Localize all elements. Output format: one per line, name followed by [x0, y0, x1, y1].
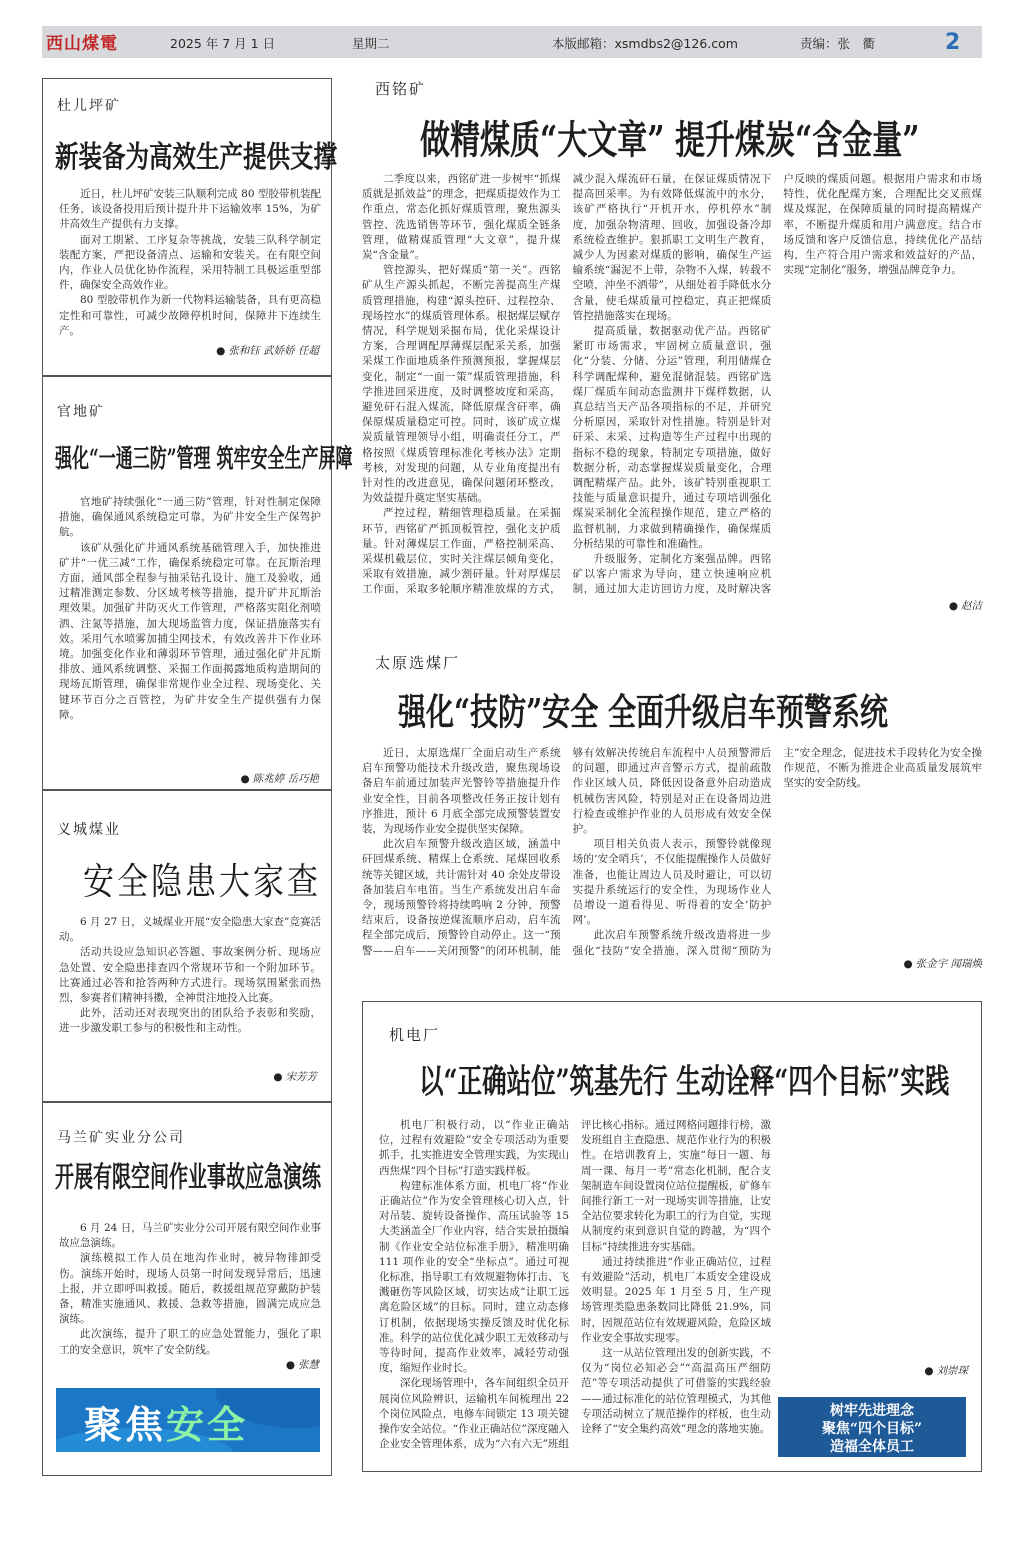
paragraph: 此次启车预警系统升级改造将进一步强化“技防”安全措施，深入贯彻“预防为主”安全理念，促进技术手段转化为安全操作规范，不断为推进企业高质量发展筑牢坚实的安全防线。 [572, 747, 982, 957]
paragraph: 该矿从强化矿井通风系统基础管理入手，加快推进矿井“一优三减”工作，确保系统稳定可靠。在瓦斯治理方面，通风部全程参与抽采钻孔设计、施工及验收，通过精准测定参数、分区域考核等措施，提升矿井瓦斯治理效果。加强矿井防灭火工作管理，严格落实阻化剂喷洒、注氮等措施，加大现场监管力度，保证措施落实有效。采用气水喷雾加捕尘网技术，有效改善井下作业环境。加强变化作业和薄弱环节管理，通过强化矿井瓦斯排放、通风系统调整、采掘工作面揭露地质构造期间的现场瓦斯管理，确保非常规作业全过程、现场变化、关键环节百分之百管控，为矿井安全生产提供强有力保障。 [59, 541, 321, 721]
paragraph: 深化现场管理中，各车间组织全员开展岗位风险辨识，运输机车间梳理出 22 个岗位风险点，电修车间锁定 13 项关键操作安全站位。“作业正确站位”深度融入企业安全管理体系，成为“六有六无”班组评比核心指标。通过网格问题排行榜，激发班组自主查隐患、规范作业行为的积极性。在培训教育上，实施“每日一题、每周一课、每月一考”常态化机制，配合支架制造车间设置岗位站位提醒板，矿修车间推行新工一对一现场实训等措施，让安全站位要求转化为职工的行为自觉，实现从制度约束到意识自觉的跨越，为“四个目标”持续推进夯实基础。 [379, 1119, 771, 1451]
paragraph: 活动共设应急知识必答题、事故案例分析、现场应急处置、安全隐患排查四个常规环节和一个附加环节。比赛通过必答和抢答两种方式进行。现场氛围紧张而热烈，参赛者们精神抖擞，全神贯注地投入比赛。 [59, 946, 321, 1005]
slogan-line: 聚焦“四个目标” [821, 1421, 923, 1437]
article-byline: ● 陈兆婷 岳巧艳 [240, 771, 319, 786]
article-headline: 以“正确站位”筑基先行 生动诠释“四个目标”实践 [419, 1061, 950, 1101]
page-header [42, 26, 982, 58]
focus-safety-banner [56, 1388, 320, 1452]
paragraph: 通过持续推进“作业正确站位，过程有效避险”活动，机电厂本质安全建设成效明显。2025 年 1 月至 5 月，生产现场管理类隐患条数同比降低 21.9%，同时，因规范站位有效规避风险，危险区域作业安全事故实现零。 [581, 1255, 771, 1344]
article-byline: ● 张慧 [286, 1357, 319, 1372]
banner-title [84, 1394, 248, 1449]
section-tag: 杜儿坪矿 [57, 98, 121, 114]
section-tag: 义城煤业 [57, 822, 121, 838]
paragraph: 提高质量，数据驱动优产品。西铭矿紧盯市场需求，牢固树立质量意识，强化“分装、分储、分运”管理，利用储煤仓科学调配煤种，避免混储混装。西铭矿选煤厂煤质车间动态监测井下煤样数据，认真总结当天产品各项指标的不足，并研究分析原因，采取针对性措施。特别是针对矸采、末采、过构造等生产过程中出现的指标不稳的现象，特制定专项措施，做好数据分析，动态掌握煤炭质量变化，合理调配精煤产品。此外，该矿特别重视职工技能与质量意识提升，通过专项培训强化煤炭采制化全流程操作规范，建立严格的监督机制，力求做到精确操作，确保煤质分析结果的可靠性和准确性。 [572, 325, 772, 550]
article-body-ximing [362, 172, 982, 606]
section-tag: 机电厂 [389, 1026, 441, 1044]
paragraph: 官地矿持续强化“一通三防”管理，针对性制定保障措施，确保通风系统稳定可靠，为矿井安全生产保驾护航。 [59, 496, 321, 539]
slogan-line: 造福全体员工 [830, 1439, 914, 1455]
paragraph: 机电厂积极行动，以“作业正确站位，过程有效避险”安全专项活动为重要抓手，扎实推进安全管理实践，为实现山西焦煤“四个目标”打造实践样板。 [379, 1119, 569, 1177]
paragraph: 升级服务，定制化方案强品牌。西铭矿以客户需求为导向，建立快速响应机制，通过加大走访回访力度，及时解决客户反映的煤质问题。根据用户需求和市场特性，优化配煤方案，合理配比交叉煎煤煤及煤泥，在保障质量的同时提高精煤产率，不断提升煤质和用户满意度。结合市场反馈和客户反馈信息，持续优化产品结构，生产符合用户需求和效益好的产品，实现“定制化”服务，增强品牌竞争力。 [572, 173, 982, 596]
paragraph: 此外，活动还对表现突出的团队给予表彰和奖励，进一步激发职工参与的积极性和主动性。 [59, 1007, 321, 1035]
editor-email: 本版邮箱：xsmdbs2@126.com [552, 36, 738, 51]
banner-title-part: 聚焦 [84, 1403, 167, 1447]
article-body-taiyuan [362, 746, 982, 966]
article-guandi [42, 376, 353, 790]
paragraph: 二季度以来，西铭矿进一步树牢“抓煤质就是抓效益”的理念，把煤质提效作为工作重点，常态化抓好煤质管理，聚焦源头管控、洗选销售等环节，强化煤质全链条管理，做精煤质管理“大文章”，提升煤炭“含金量”。 [362, 173, 561, 262]
paragraph: 6 月 27 日，义城煤业开展“安全隐患大家查”竞赛活动。 [59, 916, 321, 944]
byline-taiyuan: ● 张金宇 闻瑞焕 [903, 956, 982, 971]
paragraph: 此次演练，提升了职工的应急处置能力，强化了职工的安全意识，筑牢了安全防线。 [59, 1328, 321, 1356]
article-headline: 开展有限空间作业事故应急演练 [55, 1161, 322, 1194]
weekday: 星期二 [352, 36, 390, 51]
article-byline: ● 宋芳芳 [273, 1069, 317, 1084]
section-tag-taiyuan: 太原选煤厂 [375, 654, 461, 672]
editor-in-charge: 责编：张 衢 [800, 36, 876, 51]
paragraph: 80 型胶带机作为新一代物料运输装备，具有更高稳定性和可靠性，可减少故障停机时间，保障井下连续生产。 [59, 294, 321, 337]
article-duerping [42, 78, 337, 376]
article-body [59, 187, 321, 339]
paragraph: 此次启车预警升级改造区域，涵盖中矸回煤系统、精煤上仓系统、尾煤回收系统等关键区域，共计需针对 40 余处皮带设备加装启车电笛。当生产系统发出启车命令，现场预警铃将持续鸣响 2 分钟，预警结束后，设备按逆煤流顺序启动，启车流程全部完成后，预警铃自动停止。这一“预警——启车——关闭预警”的闭环机制，能够有效解决传统启车流程中人员预警滞后的问题，即通过声音警示方式，提前疏散作业区域人员，降低因设备意外启动造成机械伤害风险，特别是对正在设备周边进行检查或维护作业的人员形成有效安全保护。 [362, 747, 772, 957]
byline-jidian: ● 刘崇琛 [924, 1363, 968, 1378]
paragraph: 近日，太原选煤厂全面启动生产系统启车预警功能技术升级改造，聚焦现场设备启车前通过加装声光警铃等措施提升作业安全性，目前各项整改任务正按计划有序推进，预计 6 月底全部完成预警装置安装，为现场作业安全提供坚实保障。 [362, 747, 561, 836]
article-body [59, 1221, 321, 1373]
newspaper-logo: 西山煤電 [46, 34, 118, 54]
paragraph: 项目相关负责人表示，预警铃就像现场的‘安全哨兵’，不仅能提醒操作人员做好准备，也能让周边人员及时避让，可以切实提升系统运行的安全性，为现场作业人员增设一道看得见、听得着的安全‘防护网’。 [572, 838, 772, 927]
paragraph: 严控过程，精细管理稳质量。在采掘环节，西铭矿严抓顶板管控，强化支护质量。针对薄煤层工作面，严格控制采高、采煤机截层位，实时关注煤层倾角变化，采取有效措施，减少割矸量。针对厚煤层工作面，采取多轮顺序精准放煤的方式，减少混入煤流矸石量，在保证煤质情况下提高回采率。为有效降低煤流中的水分，该矿严格执行“开机开水，停机停水”制度，加强杂物清理、回收，加强设备冷却系统检查维护。狠抓职工文明生产教育，减少人为因素对煤质的影响，确保生产运输系统“漏泥不上带，杂物不入煤，转载不空喷，沖坐不洒带”，从细处着手降低水分含量，使毛煤质量可控稳定，真正把煤质管控措施落实在现场。 [362, 173, 772, 596]
paragraph: 演练模拟工作人员在地沟作业时，被异物徘卸受伤。演练开始时，现场人员第一时间发现异常后，迅速上报，并立即呼叫救援。随后，救援组规范穿戴防护装备，精准实施通风、救援、急救等措施，圆满完成应急演练。 [59, 1252, 321, 1326]
headline-taiyuan: 强化“技防”安全 全面升级启车预警系统 [398, 690, 888, 734]
section-tag-ximing: 西铭矿 [375, 80, 427, 98]
byline-ximing: ● 赵洁 [949, 598, 982, 613]
section-tag: 马兰矿实业分公司 [57, 1130, 185, 1146]
paragraph: 这一从站位管理出发的创新实践，不仅为“岗位必知必会”“高温高压严细防范”等专项活动提供了可借鉴的实践经验——通过标准化的站位管理模式，为其他专项活动树立了规范操作的样板，也生动诠释了“安全集约高效”理念的落地实施。 [581, 1347, 771, 1436]
issue-date: 2025 年 7 月 1 日 [170, 36, 276, 51]
slogan-banner [778, 1397, 966, 1457]
page-number: 2 [945, 30, 961, 55]
paragraph: 构建标准体系方面，机电厂将“作业正确站位”作为安全管理核心切入点，针对吊装、旋转设备操作、高压试验等 15 大类涵盖全厂作业内容，结合实景拍摄编制《作业安全站位标准手册》，精准明确 111 项作业的安全“坐标点”。通过可视化标准，指导职工有效规避物体打击、飞溅砸伤等风险区域，切实达成“让职工远离危险区域”的目标。同时，建立动态修订机制，依据现场实操反馈及时优化标准。科学的站位优化减少职工无效移动与等待时间，提高作业效率，减轻劳动强度，缩短作业时长。 [379, 1179, 569, 1375]
article-headline: 强化“一通三防”管理 筑牢安全生产屏障 [55, 444, 353, 475]
article-byline: ● 张和钰 武娇娇 任超 [216, 343, 319, 358]
article-body [59, 915, 321, 1083]
headline-ximing: 做精煤质“大文章” 提升煤炭“含金量” [420, 118, 920, 164]
slogan-line: 树牢先进理念 [830, 1403, 914, 1419]
paragraph: 近日，杜儿坪矿安装三队顺利完成 80 型胶带机装配任务，该设备投用后预计提升井下运输效率 15%，为矿井高效生产提供有力支撑。 [59, 188, 321, 231]
paragraph: 6 月 24 日，马兰矿实业分公司开展有限空间作业事故应急演练。 [59, 1222, 321, 1250]
article-yicheng [42, 790, 332, 1102]
banner-title-highlight: 安全 [166, 1403, 249, 1447]
paragraph: 管控源头，把好煤质“第一关”。西铭矿从生产源头抓起，不断完善提高生产煤质管理措施，构建“源头控矸、过程控杂、现场控水”的煤质管理体系。根据煤层赋存情况，科学规划采掘布局，优化采煤设计方案，合理调配厚薄煤层配采关系，加强采煤工作面地质条件预测预报，掌握煤层变化，制定“一面一策”煤质管理措施，科学推进回采进度，及时调整坡度和采高，避免矸石混入煤流，降低原煤含矸率，确保原煤质量稳定可控。同时，该矿成立煤炭质量管理领导小组，明确责任分工，严格按照《煤质管理标准化考核办法》定期考核，对发现的问题，从专业角度提出有针对性的改进意见，确保问题闭环整改，为效益提升奠定坚实基础。 [362, 264, 561, 505]
article-headline: 安全隐患大家查 [83, 860, 321, 904]
section-tag: 官地矿 [57, 404, 105, 420]
article-headline: 新装备为高效生产提供支撑 [55, 139, 337, 175]
paragraph: 面对工期紧、工序复杂等挑战，安装三队科学制定装配方案，严把设备清点、运输和安装关。在有限空间内，作业人员优化协作流程，采用特制工具极运重型部件，确保安全高效作业。 [59, 233, 321, 292]
article-body [59, 495, 321, 769]
